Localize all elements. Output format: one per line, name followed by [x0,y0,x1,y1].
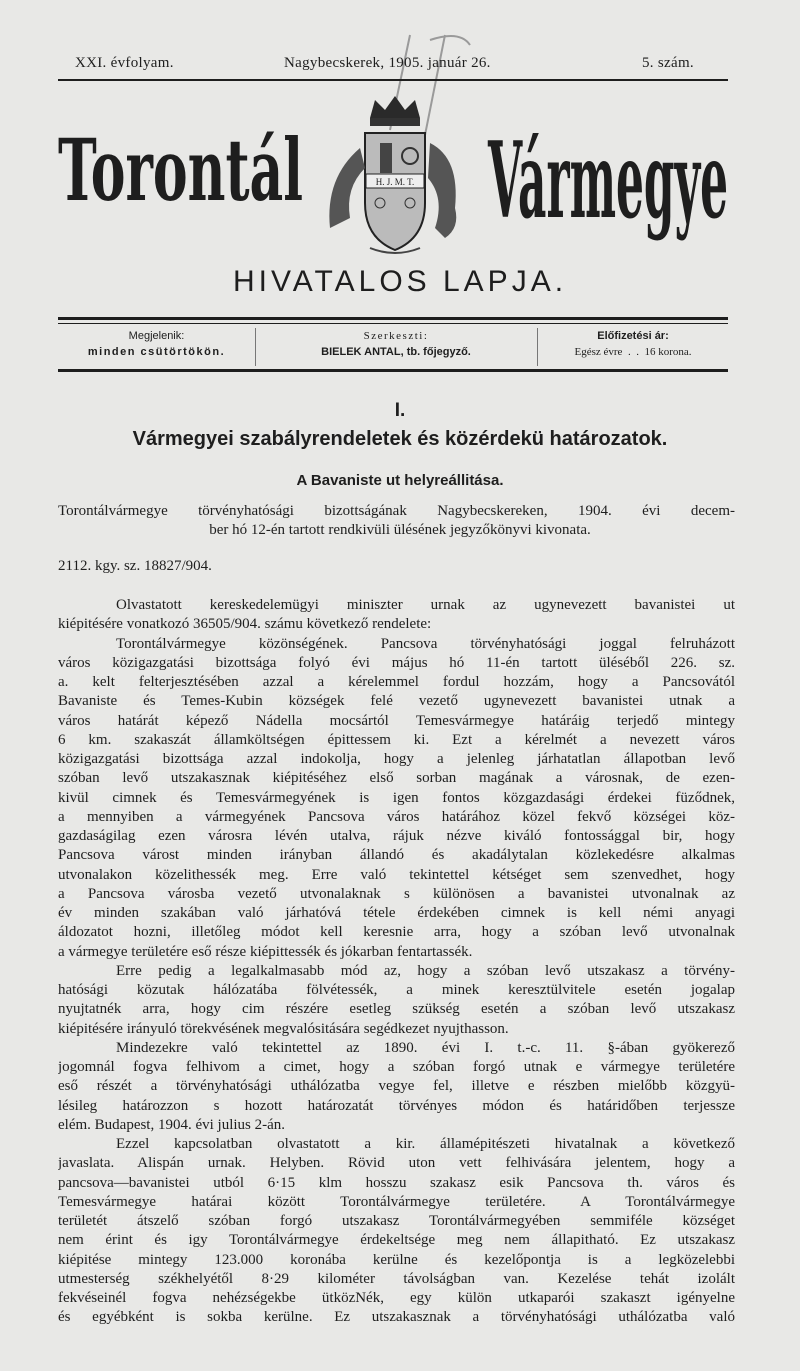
published-label: Megjelenik: [128,330,185,342]
body-line: pancsova—bavanistei utból 6·15 klm hosszu szakasz esik Pancsova th. város és [58,1174,735,1191]
body-line: kiépitése mintegy 123.000 koronába kerülne és kezelőpontja is a legközelebbi [58,1251,735,1268]
body-line: Ezzel kapcsolatban olvastatott a kir. államépitészeti hivatalnak a következő [116,1136,735,1152]
issue-number: 5. szám. [642,55,694,71]
section-heading: Vármegyei szabályrendeletek és közérdekü határozatok. [132,428,668,450]
body-line: áldozatot hozni, illetőleg módot kell keresnie arra, hogy a szóban levő utvonalnak [58,924,735,941]
body-line: fekvéseinél fogva nehézségekbe ütközNék, egy külön utkaparói szakaszt igényelne [58,1290,735,1306]
info-price [538,328,728,366]
published-value: minden csütörtökön. [87,346,226,358]
editor-label: Szerkeszti: [363,330,429,342]
body-line: város határát képező Nádella mocsártól Temesvármegye határáig terjedő mintegy [58,712,735,729]
body-line: gazdaságilag ezen városra lévén utalva, rájuk nézve kiváló fontossággal bir, hogy [58,828,735,844]
svg-text:H. J. M. T.: H. J. M. T. [375,177,415,187]
body-line: Mindezekre való tekintettel az 1890. évi I. t.-c. 11. §-ában gyökerező [116,1039,735,1056]
body-line: elém. Budapest, 1904. évi julius 2-án. [58,1116,286,1133]
reference-number: 2112. kgy. sz. 18827/904. [58,558,212,574]
body-line: utvonalakon közelithessék meg. Erre való tekintettel kétséget sem szenvedhet, hogy [58,866,735,883]
masthead-title-left: Torontál [58,120,303,221]
body-line: kivül cimnek és Temesvármegyének is igen fontos közgazdasági érdekei füződnek, [58,789,735,806]
body-line: Temesvármegye határai között Torontálvármegye területére. A Torontálvármegye [58,1193,735,1210]
title-right-wrap [488,118,728,243]
info-top-rule [58,317,728,320]
coat-of-arms-icon [310,88,480,258]
intro-line: Torontálvármegye törvényhatósági bizottságának Nagybecskereken, 1904. évi decem- [58,503,735,519]
info-bottom-rule [58,369,728,372]
body-line: kiépitésére vonatkozó 36505/904. számu következő rendelete: [58,616,432,633]
body-line: nyujtatnék arra, hogy cim részére esetleg szükség esetén a szóban levő utszakasz [58,1001,735,1018]
body-line: Torontálvármegye közönségének. Pancsova törvényhatósági joggal felruházott [116,635,735,652]
body-line: szóban levő utszakasznak kiépitéséhez első sorban magának a városnak, de ezen- [58,770,735,787]
article-title: A Bavaniste ut helyreállitása. [296,472,504,489]
body-line: 6 km. szakaszát államköltségen épittessem ki. Ezt a kérelmét a nevezett város [58,731,735,748]
body-line: Olvastatott kereskedelemügyi miniszter urnak az ugynevezett bavanistei ut [116,597,735,613]
body-line: eső részét a törvényhatósági uthálózatba vegye fel, illetve e részben mielőbb közgyü- [58,1078,735,1095]
body-line: év minden szakában való járhatóvá tétele érdekében cimnek is kell némi anyagi [58,905,735,921]
body-line: javaslata. Alispán urnak. Helyben. Rövid uton vett felhivására jelentem, hogy a [58,1155,735,1172]
masthead-title-right: Vármegye [488,118,728,243]
body-line: hatósági közutak hálózatába fölvétessék, a minek keresztülvitele esetén jogalap [58,982,735,998]
price-value: Egész évre . . 16 korona. [574,346,692,358]
body-line: város közigazgatási bizottsága folyó évi május hó 11-én tartott üléséből 226. sz. [58,654,735,671]
body-line: utmesterség székhelyétől 8·29 kilométer távolságban van. Kezelése tehát izolált [58,1270,735,1287]
top-rule [58,79,728,81]
volume-label: XXI. évfolyam. [75,55,174,71]
body-line: nem érint és igy Torontálvármegye érdekeltsége meg nem állapitható. Ez utszakasz [58,1232,735,1249]
info-top-rule-thin [58,323,728,324]
intro-line: ber hó 12-én tartott rendkivüli ülésének jegyzőkönyvi kivonata. [209,522,591,538]
section-number: I. [394,400,406,421]
body-line: a Pancsova városba vezető utvonalaknak s különösen a bavanistei utvonalnak az [58,885,735,902]
body-line: lésileg határozzon s hozott határozatát törvényes módon és határidőben terjessze [58,1097,735,1114]
body-line: Erre pedig a legalkalmasabb mód az, hogy a szóban levő utszakasz a törvény- [116,962,735,979]
title-left-wrap [58,120,303,221]
editor-value: BIELEK ANTAL, tb. főjegyző. [321,346,471,358]
price-label: Előfizetési ár: [597,330,669,342]
body-line: Pancsova várost minden irányban állandó és akadálytalan közlekedésre alkalmas [58,847,735,864]
body-line: területét átszelő szóban forgó utszakasz Torontálvármegyében semmiféle községet [58,1213,735,1229]
info-editor [256,328,536,366]
article-body [58,596,735,1328]
body-line: és egyébként is sokba kerülne. Ez utszakasznak a törvényhatósági uthálózatba való [58,1309,735,1326]
body-line: a mennyiben a vármegyének Pancsova város határához közel fekvő községei köz- [58,808,735,825]
body-line: jogomnál fogva felhivom a cimet, hogy a szóban forgó utnak e vármegye területére [58,1059,735,1075]
info-published [58,328,255,366]
body-line: Bavaniste és Temes-Kubin községek felé vezető ugynevezett bavanistei utnak a [58,693,735,710]
body-line: közigazgatási bizottsága azzal indokolja, hogy a jelenleg járhatatlan állapotban levő [58,751,735,767]
masthead-subtitle: HIVATALOS LAPJA. [232,265,568,298]
body-line: a. kelt felterjesztésében azzal a kérelemmel fordul hozzám, hogy a Pancsovától [58,674,735,690]
place-date: Nagybecskerek, 1905. január 26. [284,55,491,71]
body-line: kiépitésére irányuló törekvésének megvalósitására segédkezet nyujthasson. [58,1020,509,1037]
body-line: a vármegye területére eső része kiépittessék és jókarban fentartassék. [58,943,473,960]
